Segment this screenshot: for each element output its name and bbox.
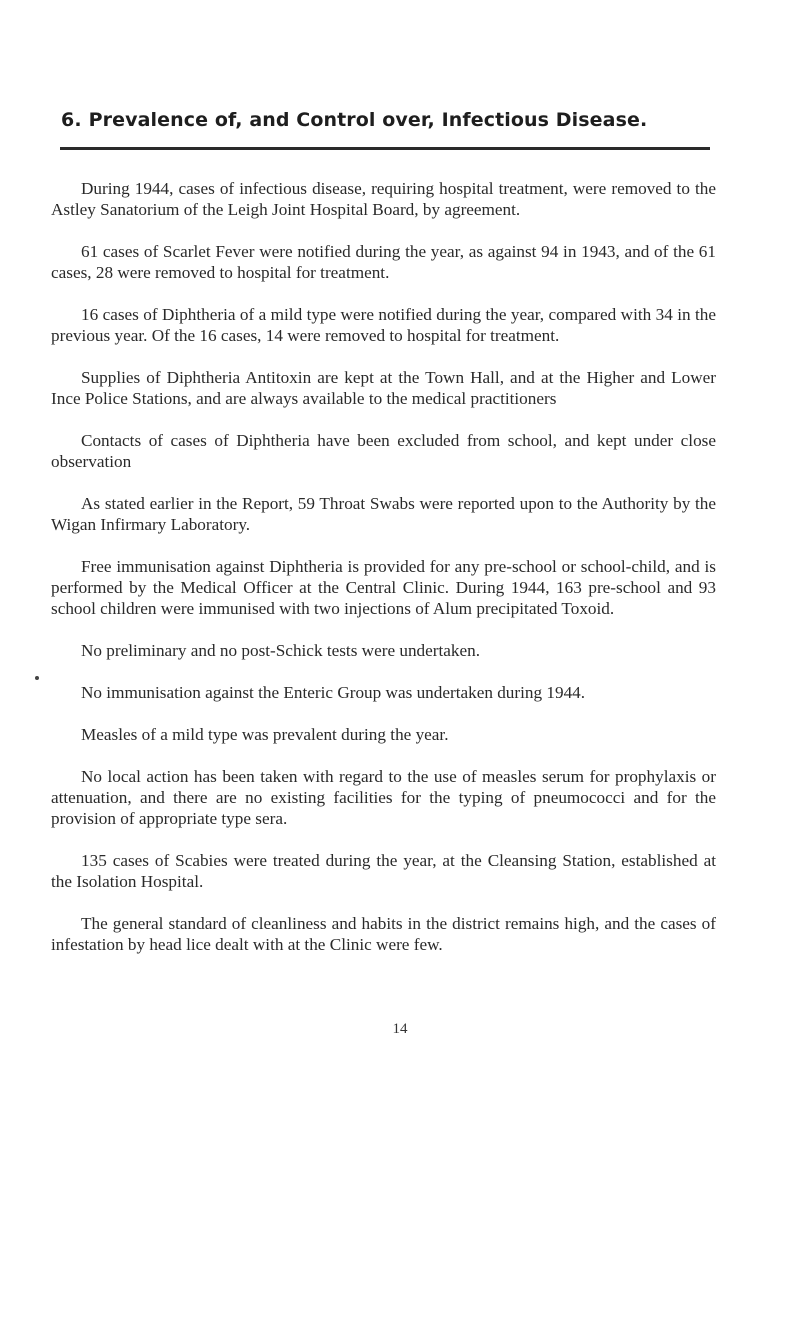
paragraph-measles-serum: No local action has been taken with regard to the use of measles serum for prophylaxis or attenuation, and there are no existing facilities for the typing of pneumococci and for the provision of appropriate type sera.: [51, 767, 716, 828]
section-title: Prevalence of, and Control over, Infectious Disease.: [88, 109, 648, 131]
paragraph-contacts: Contacts of cases of Diphtheria have been excluded from school, and kept under close observation: [51, 431, 716, 471]
page-number: 14: [392, 1021, 408, 1037]
paragraph-diphtheria-cases: 16 cases of Diphtheria of a mild type were notified during the year, compared with 34 in the previous year. Of the 16 cases, 14 were removed to hospital for treatment.: [51, 305, 716, 345]
paragraph-scabies: 135 cases of Scabies were treated during the year, at the Cleansing Station, established at the Isolation Hospital.: [51, 851, 716, 891]
paragraph-measles: Measles of a mild type was prevalent during the year.: [81, 725, 449, 744]
paragraph-schick-tests: No preliminary and no post-Schick tests were undertaken.: [81, 641, 481, 660]
section-number: 6.: [61, 109, 82, 131]
body-text: [51, 178, 716, 955]
margin-dot: [35, 676, 39, 680]
paragraph-enteric-group: No immunisation against the Enteric Group was undertaken during 1944.: [81, 683, 586, 702]
heading-underline: [60, 147, 710, 150]
paragraph-scarlet-fever: 61 cases of Scarlet Fever were notified during the year, as against 94 in 1943, and of the 61 cases, 28 were removed to hospital for treatment.: [51, 242, 716, 282]
paragraph-cleanliness: The general standard of cleanliness and habits in the district remains high, and the cases of infestation by head lice dealt with at the Clinic were few.: [51, 914, 716, 954]
paragraph-immunisation: Free immunisation against Diphtheria is provided for any pre-school or school-child, and is performed by the Medical Officer at the Central Clinic. During 1944, 163 pre-school and 93 school children were immunised with two injections of Alum precipitated Toxoid.: [51, 557, 716, 618]
paragraph-hospital-treatment: During 1944, cases of infectious disease, requiring hospital treatment, were removed to the Astley Sanatorium of the Leigh Joint Hospital Board, by agreement.: [51, 179, 716, 219]
paragraph-throat-swabs: As stated earlier in the Report, 59 Throat Swabs were reported upon to the Authority by the Wigan Infirmary Laboratory.: [51, 494, 716, 534]
section-heading: [61, 109, 721, 131]
paragraph-antitoxin-supplies: Supplies of Diphtheria Antitoxin are kept at the Town Hall, and at the Higher and Lower Ince Police Stations, and are always available to the medical practitioners: [51, 368, 716, 408]
